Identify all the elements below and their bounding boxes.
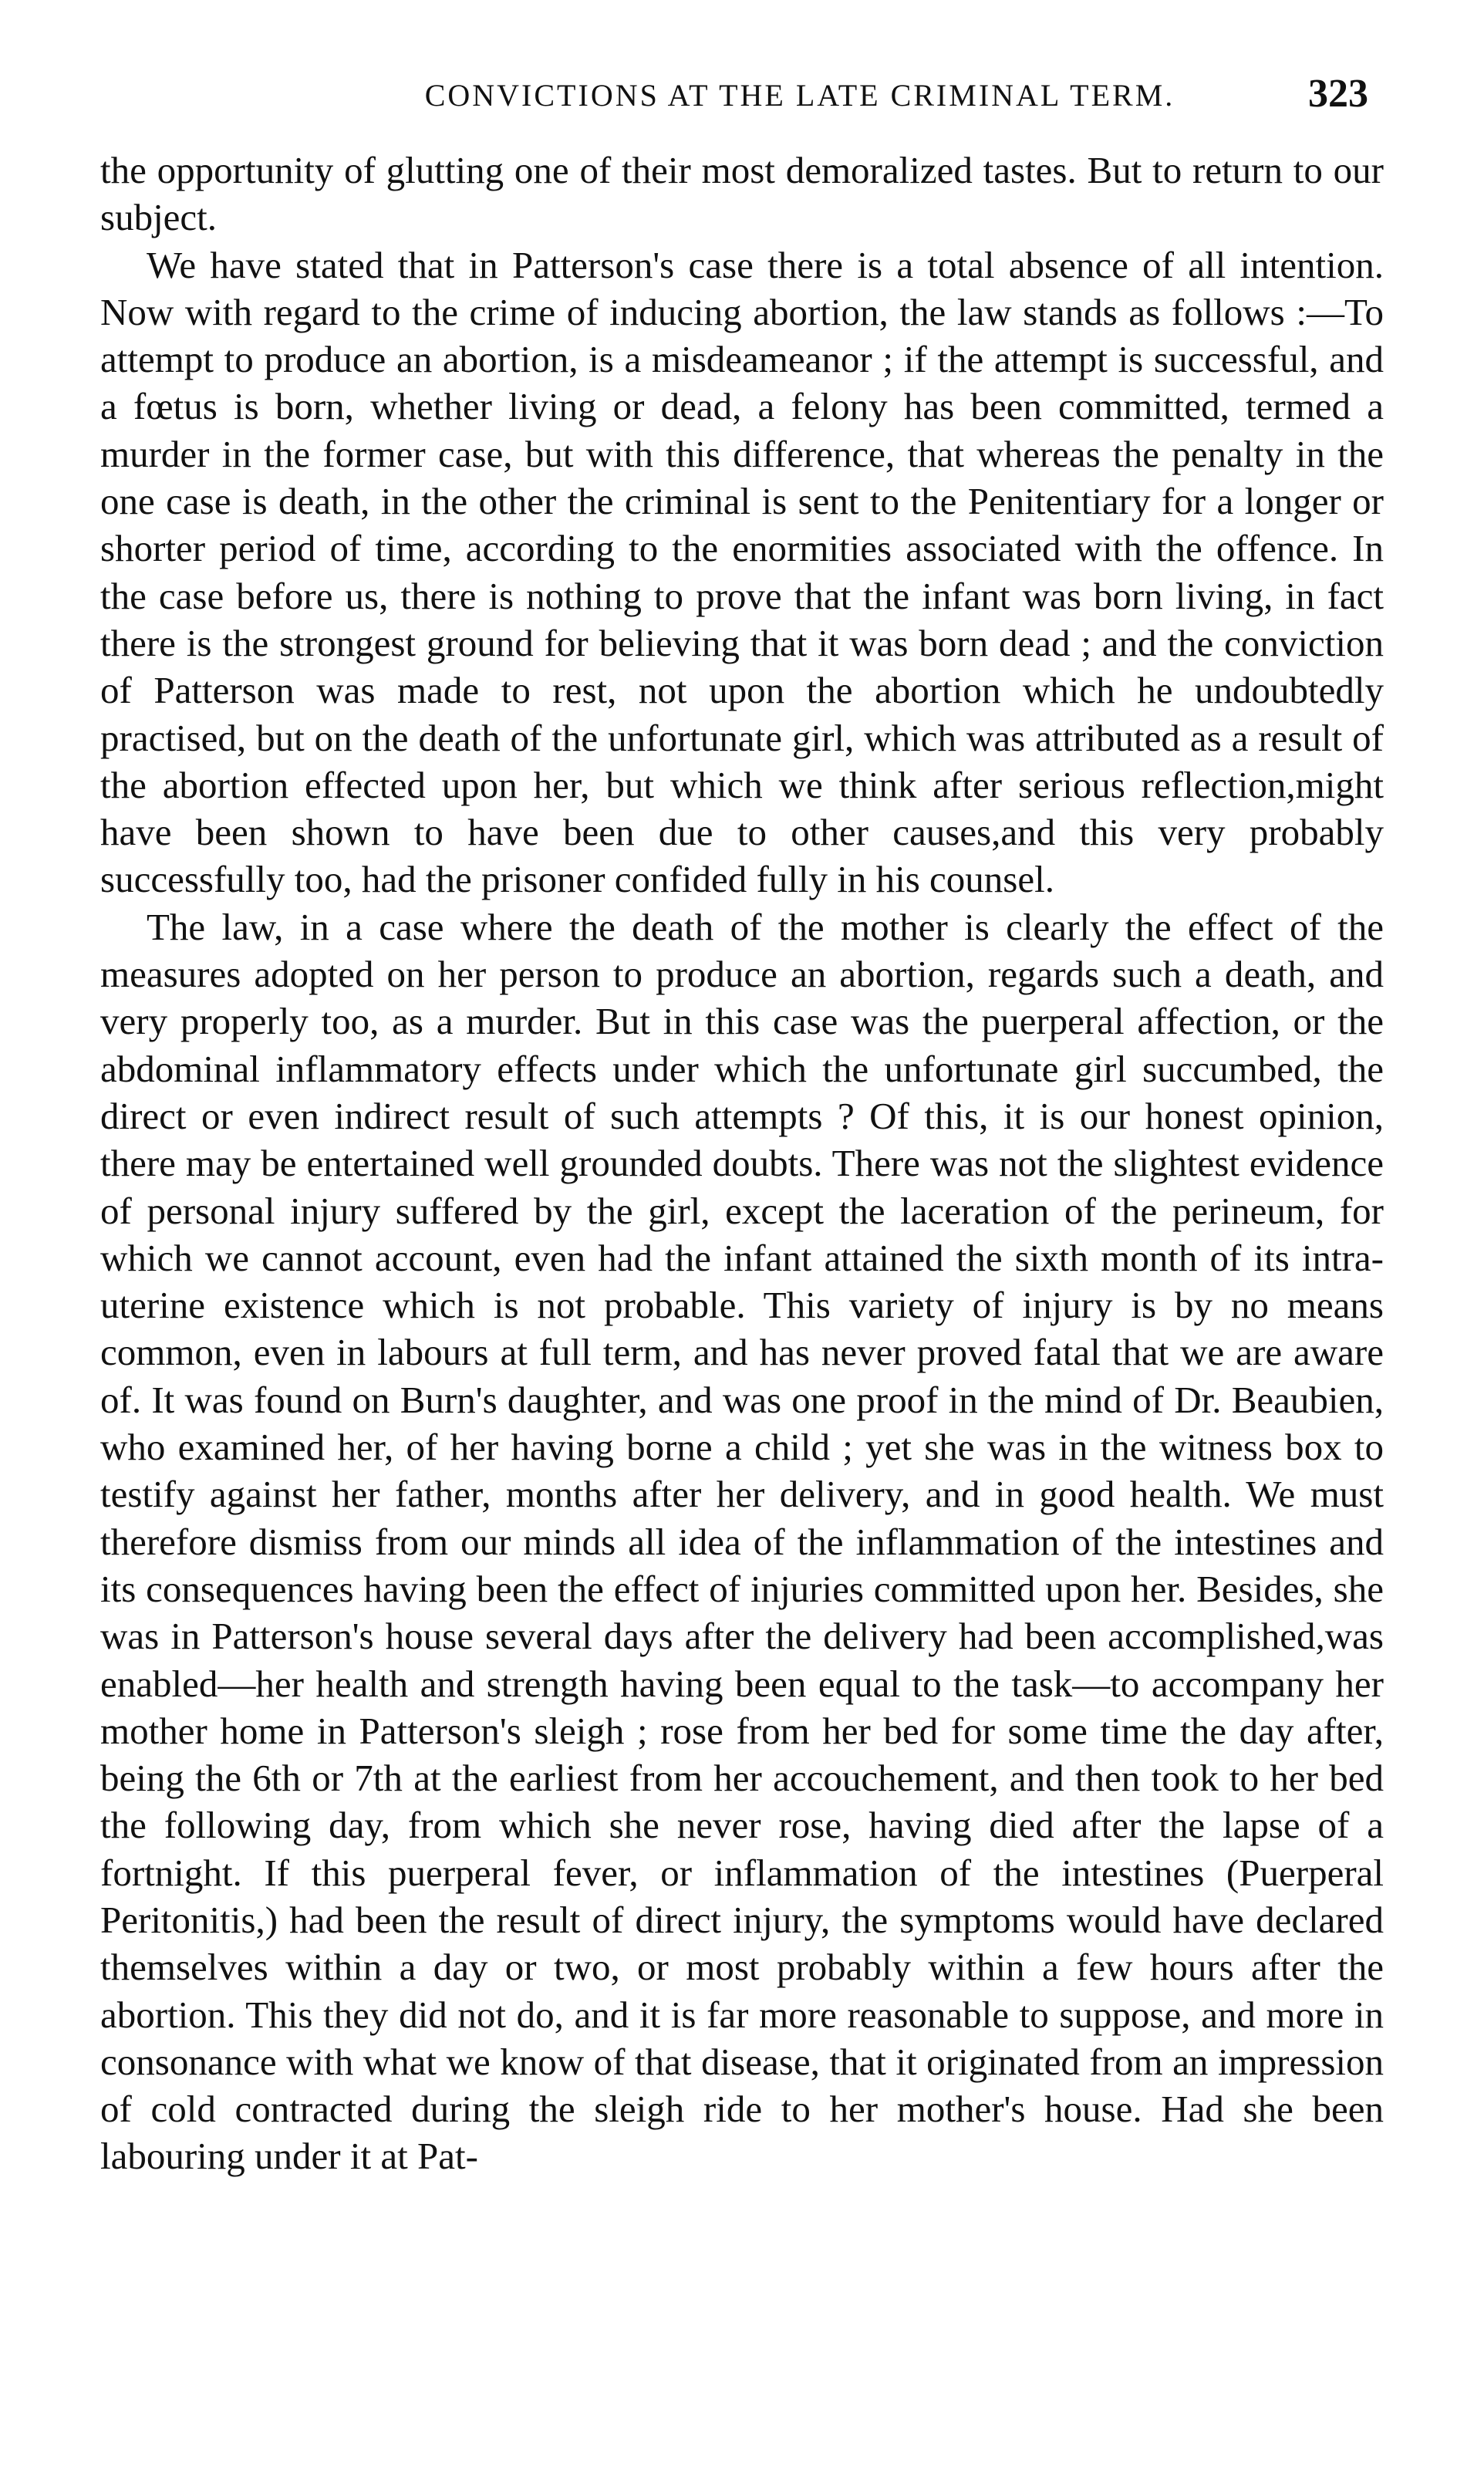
running-head [100, 71, 1368, 125]
paragraph-continuation: the opportunity of glutting one of their most demoralized tastes. But to return to our subject. [100, 149, 1384, 239]
body-text [100, 147, 1384, 2180]
page-number: 323 [1308, 72, 1368, 116]
running-title: CONVICTIONS AT THE LATE CRIMINAL TERM. [424, 78, 1175, 113]
paragraph-intention-and-law: We have stated that in Patterson's case there is a total absence of all intention. Now with regard to the crime of inducing abortion, the law stands as follows :—To attempt to produce an abortion, is a misdeameanor ; if the attempt is successful, and a fœtus is born, whether living or dead, a felony has been committed, termed a murder in the former case, but with this difference, that whereas the penalty in the one case is death, in the other the criminal is sent to the Penitentiary for a longer or shorter period of time, according to the enormities associated with the offence. In the case before us, there is nothing to prove that the infant was born living, in fact there is the strongest ground for believing that it was born dead ; and the conviction of Patterson was made to rest, not upon the abortion which he undoubtedly practised, but on the death of the unfortunate girl, which was attributed as a result of the abortion effected upon her, but which we think after serious reflection,might have been shown to have been due to other causes,and this very probably successfully too, had the prisoner confided fully in his counsel. [100, 243, 1384, 901]
paragraph-death-of-mother: The law, in a case where the death of the mother is clearly the effect of the measures adopted on her person to produce an abortion, regards such a death, and very properly too, as a murder. But in this case was the puerperal affection, or the abdominal inflammatory effects under which the unfortunate girl succumbed, the direct or even indirect result of such attempts ? Of this, it is our honest opinion, there may be entertained well grounded doubts. There was not the slightest evidence of personal injury suffered by the girl, except the laceration of the perineum, for which we cannot account, even had the infant attained the sixth month of its intra-uterine existence which is not probable. This variety of injury is by no means common, even in labours at full term, and has never proved fatal that we are aware of. It was found on Burn's daughter, and was one proof in the mind of Dr. Beaubien, who examined her, of her having borne a child ; yet she was in the witness box to testify against her father, months after her delivery, and in good health. We must therefore dismiss from our minds all idea of the inflammation of the intestines and its consequences having been the effect of injuries committed upon her. Besides, she was in Patterson's house several days after the delivery had been accomplished,was enabled—her health and strength having been equal to the task—to accompany her mother home in Patterson's sleigh ; rose from her bed for some time the day after, being the 6th or 7th at the earliest from her accouchement, and then took to her bed the following day, from which she never rose, having died after the lapse of a fortnight. If this puerperal fever, or inflammation of the intestines (Puerperal Peritonitis,) had been the result of direct injury, the symptoms would have declared themselves within a day or two, or most probably within a few hours after the abortion. This they did not do, and it is far more reasonable to suppose, and more in consonance with what we know of that disease, that it originated from an impression of cold contracted during the sleigh ride to her mother's house. Had she been labouring under it at Pat- [100, 905, 1384, 2178]
